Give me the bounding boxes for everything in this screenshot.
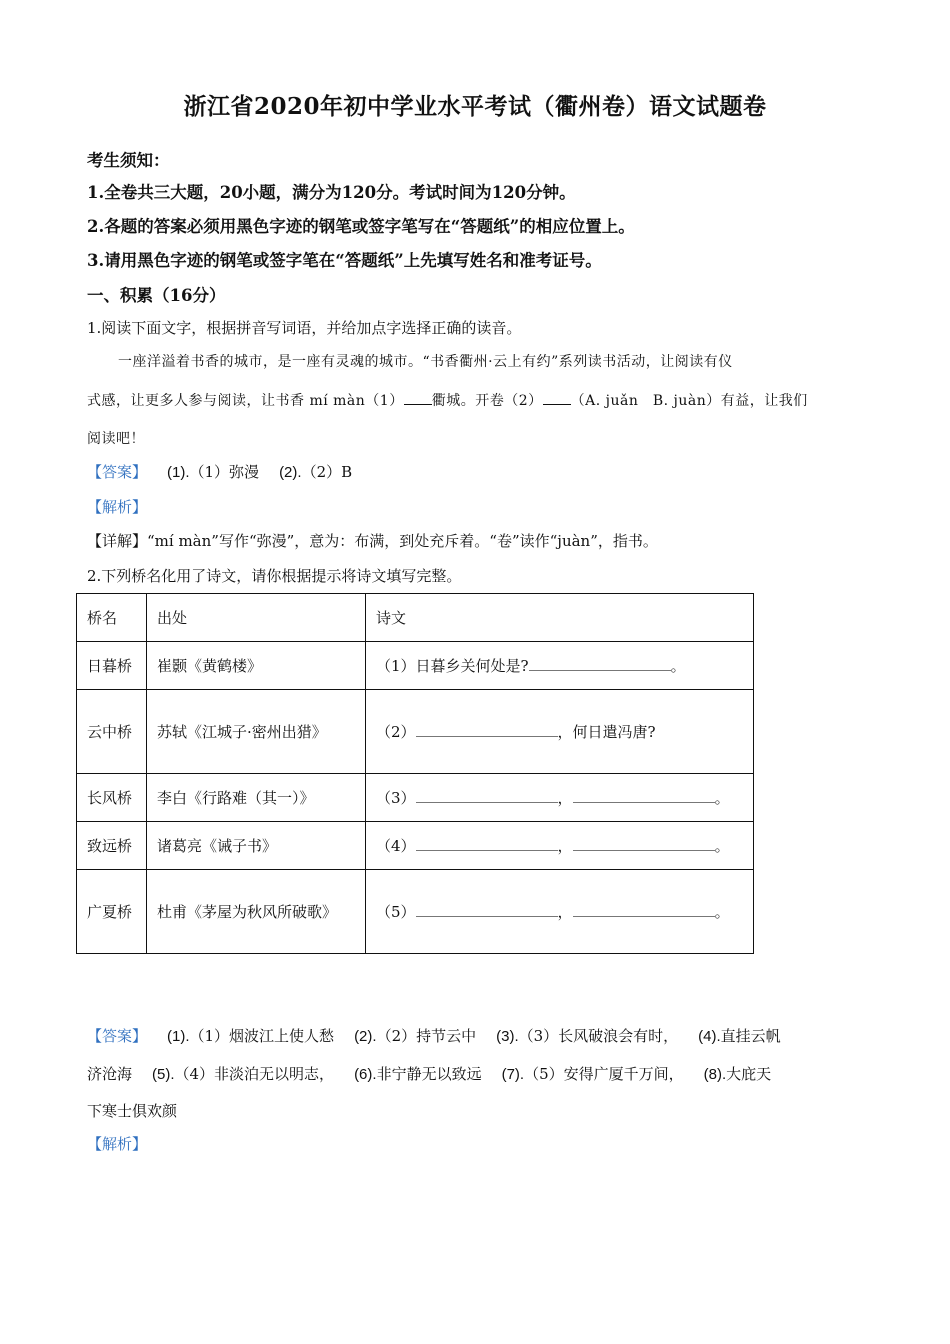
table-row (77, 822, 754, 870)
answer-text: （5）安得广厦千万间， (524, 1065, 684, 1083)
blank-2 (543, 390, 571, 405)
poem-source: 杜甫《茅屋为秋风所破歌》 (147, 870, 366, 954)
q2-answer-line-2 (87, 1063, 771, 1084)
passage-line-3: 阅读吧！ (87, 431, 145, 447)
passage-line-2-part-a: 式感，让更多人参与阅读，让书香 mí màn（1） (87, 393, 404, 409)
answer-num: (6). (354, 1066, 377, 1083)
notice-item-3: 3.请用黑色字迹的钢笔或签字笔在“答题纸”上先填写姓名和准考证号。 (87, 251, 602, 270)
poem-line (366, 822, 754, 870)
poem-mid: ， (557, 836, 573, 855)
bridge-poem-table (76, 593, 754, 954)
answer-blank (529, 656, 671, 671)
question-1-prompt: 1.阅读下面文字，根据拼音写词语，并给加点字选择正确的读音。 (87, 319, 522, 337)
answer-num: (1). (167, 464, 190, 481)
table-header-row (77, 594, 754, 642)
blank-1 (404, 390, 432, 405)
poem-prefix: （1）日暮乡关何处是? (376, 656, 529, 675)
section-heading: 一、积累（16分） (87, 286, 226, 305)
q2-answer-line-3: 下寒士俱欢颜 (87, 1102, 178, 1120)
page-title: 浙江省2020年初中学业水平考试（衢州卷）语文试题卷 (183, 93, 767, 120)
analysis-tag: 【解析】 (87, 1135, 148, 1153)
poem-end: 。 (670, 656, 686, 675)
poem-line (366, 870, 754, 954)
answer-num: (2). (279, 464, 302, 481)
passage-line-1: 一座洋溢着书香的城市，是一座有灵魂的城市。“书香衢州·云上有约”系列读书活动，让阅读有仪 (118, 354, 733, 370)
answer-num: (5). (152, 1066, 175, 1083)
notice-item-2: 2.各题的答案必须用黑色字迹的钢笔或签字笔写在“答题纸”的相应位置上。 (87, 217, 635, 236)
analysis-tag: 【解析】 (87, 498, 148, 516)
table-row (77, 642, 754, 690)
question-2-prompt: 2.下列桥名化用了诗文，请你根据提示将诗文填写完整。 (87, 567, 462, 585)
answer-blank (416, 722, 558, 737)
table-row (77, 774, 754, 822)
poem-end: 。 (714, 788, 730, 807)
q2-answer-line-1 (87, 1025, 781, 1046)
table-row (77, 870, 754, 954)
answer-tag: 【答案】 (87, 1027, 148, 1045)
poem-end: 。 (714, 836, 730, 855)
bridge-name: 长风桥 (77, 774, 147, 822)
answer-blank (573, 902, 715, 917)
poem-source: 苏轼《江城子·密州出猎》 (147, 690, 366, 774)
poem-prefix: （3） (376, 788, 416, 807)
answer-blank (416, 902, 558, 917)
answer-num: (4). (698, 1028, 721, 1045)
poem-prefix: （4） (376, 836, 416, 855)
answer-blank (416, 836, 558, 851)
answer-tag: 【答案】 (87, 463, 148, 481)
q1-answer-line (87, 461, 352, 482)
answer-num: (3). (496, 1028, 519, 1045)
poem-line (366, 642, 754, 690)
detail-explanation: 【详解】“mí màn”写作“弥漫”，意为：布满，到处充斥着。“卷”读作“juàn”，指书。 (87, 532, 658, 550)
poem-mid: ， (557, 902, 573, 921)
answer-blank (573, 836, 715, 851)
poem-source: 崔颢《黄鹤楼》 (147, 642, 366, 690)
answer-num: (2). (354, 1028, 377, 1045)
bridge-name: 日暮桥 (77, 642, 147, 690)
passage-line-2 (87, 390, 808, 410)
answer-num: (8). (703, 1066, 727, 1083)
table-header: 桥名 (77, 594, 147, 642)
bridge-name: 致远桥 (77, 822, 147, 870)
passage-line-2-part-c: （A. juǎn B. juàn）有益，让我们 (570, 393, 808, 409)
answer-text: （2）B (301, 463, 353, 481)
answer-num: (1). (167, 1028, 190, 1045)
answer-num: (7). (501, 1066, 525, 1083)
answer-text: 大庇天 (726, 1065, 772, 1083)
table-row (77, 690, 754, 774)
answer-text: （1）弥漫 (189, 463, 260, 481)
answer-text: 济沧海 (87, 1065, 133, 1083)
table-header: 诗文 (366, 594, 754, 642)
bridge-name: 广夏桥 (77, 870, 147, 954)
answer-text: （1）烟波江上使人愁 (189, 1027, 335, 1045)
poem-line (366, 774, 754, 822)
table-header: 出处 (147, 594, 366, 642)
poem-line (366, 690, 754, 774)
bridge-name: 云中桥 (77, 690, 147, 774)
answer-text: 直挂云帆 (720, 1027, 781, 1045)
poem-source: 李白《行路难（其一）》 (147, 774, 366, 822)
notice-item-1: 1.全卷共三大题，20小题，满分为120分。考试时间为120分钟。 (87, 183, 576, 202)
poem-source: 诸葛亮《诫子书》 (147, 822, 366, 870)
poem-prefix: （5） (376, 902, 416, 921)
answer-blank (573, 788, 715, 803)
poem-mid: ， (557, 788, 573, 807)
answer-text: （4）非淡泊无以明志， (174, 1065, 335, 1083)
answer-blank (416, 788, 558, 803)
answer-text: 非宁静无以致远 (376, 1065, 482, 1083)
notice-heading: 考生须知： (87, 151, 170, 170)
answer-text: （2）持节云中 (376, 1027, 477, 1045)
poem-end: 。 (714, 902, 730, 921)
poem-prefix: （2） (376, 722, 416, 741)
answer-text: （3）长风破浪会有时， (518, 1027, 679, 1045)
passage-line-2-part-b: 衢城。开卷（2） (431, 393, 543, 409)
poem-end: ，何日遣冯唐? (557, 722, 656, 741)
